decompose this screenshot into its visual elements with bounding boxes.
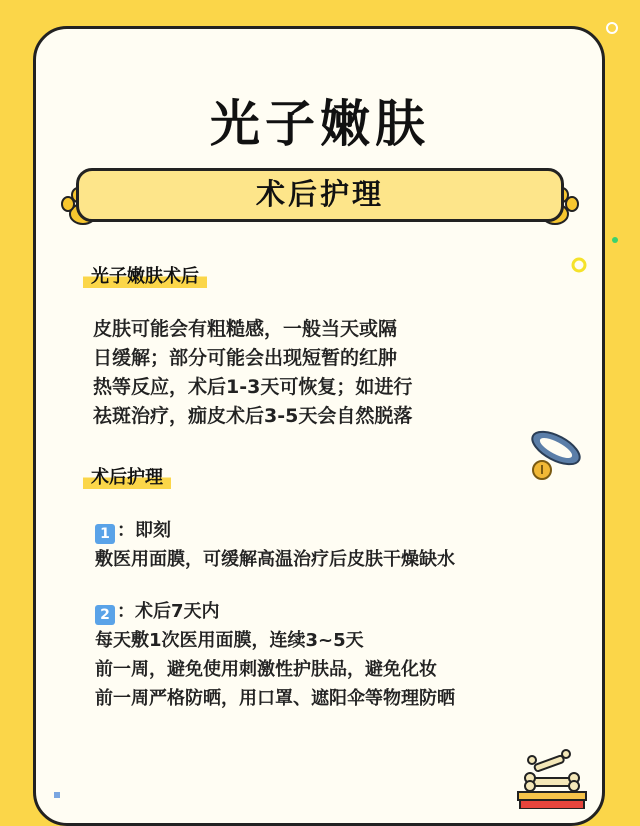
after-treatment-paragraph — [93, 315, 412, 431]
subtitle-banner: 术后护理 — [76, 168, 564, 222]
ring-icon — [604, 20, 620, 36]
item-header — [95, 516, 455, 545]
item-line: 每天敷1次医用面膜，连续3~5天 — [95, 630, 364, 651]
item-header — [95, 597, 455, 626]
section-heading-after-treatment: 光子嫩肤术后 — [83, 262, 207, 288]
pet-collar-icon — [522, 424, 586, 488]
sparkle-icon — [52, 790, 62, 800]
paragraph-line: 皮肤可能会有粗糙感，一般当天或隔 — [93, 318, 398, 340]
ring-icon — [570, 256, 588, 274]
care-item-1 — [95, 516, 455, 574]
paragraph-line: 祛斑治疗，痂皮术后3-5天会自然脱落 — [93, 405, 413, 427]
item-line: 敷医用面膜，可缓解高温治疗后皮肤干燥缺水 — [95, 549, 455, 570]
number-1-badge: 1 — [95, 524, 115, 544]
number-2-badge: 2 — [95, 605, 115, 625]
dot-icon — [611, 236, 619, 244]
paragraph-line: 日缓解；部分可能会出现短暂的红肿 — [93, 347, 398, 369]
item-line: 前一周，避免使用刺激性护肤品，避免化妆 — [95, 659, 437, 680]
item-label: ：即刻 — [117, 520, 171, 541]
page-title: 光子嫩肤 — [210, 95, 430, 153]
care-item-2 — [95, 597, 455, 713]
section-heading-care: 术后护理 — [83, 463, 171, 489]
bone-stack-icon — [512, 748, 592, 809]
paragraph-line: 热等反应，术后1-3天可恢复；如进行 — [93, 376, 413, 398]
item-label: ：术后7天内 — [117, 601, 220, 622]
item-line: 前一周严格防晒，用口罩、遮阳伞等物理防晒 — [95, 688, 455, 709]
